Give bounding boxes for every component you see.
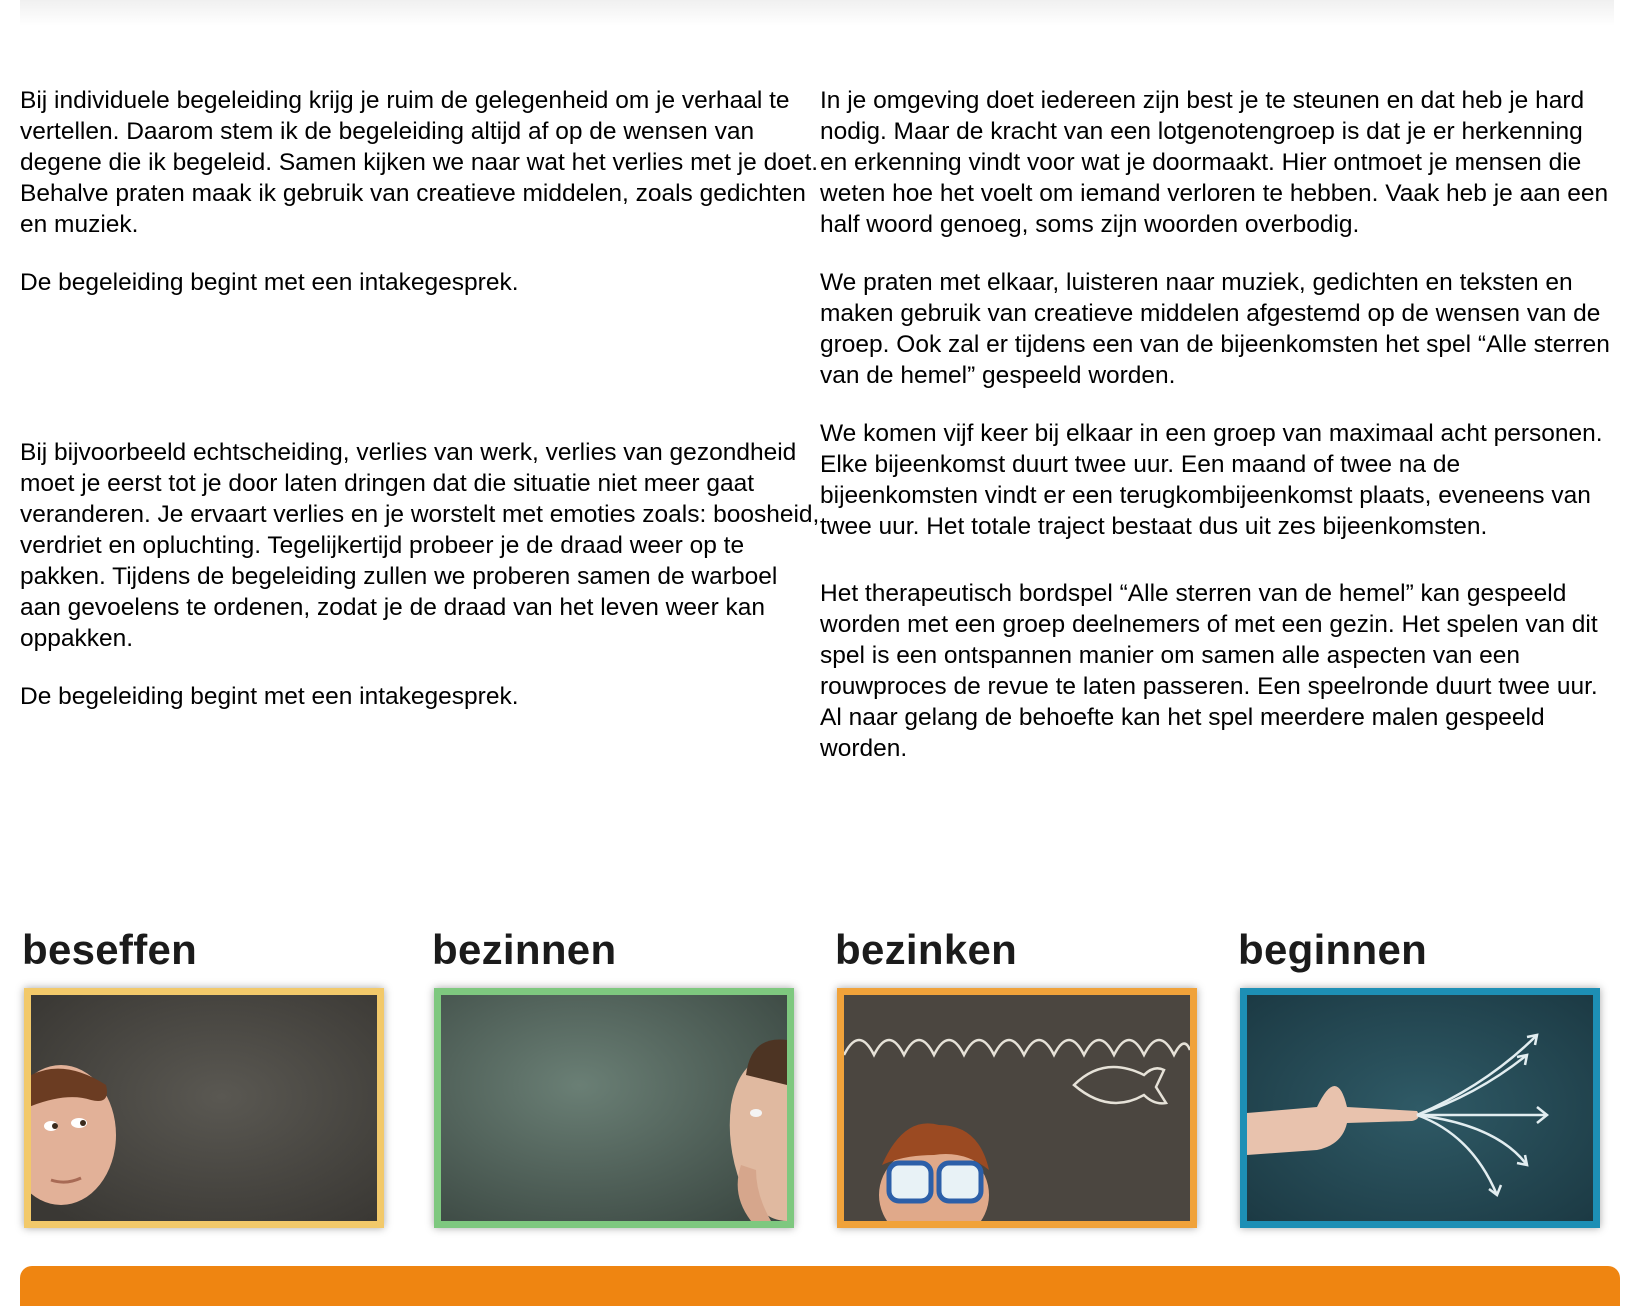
group-schedule-text: We komen vijf keer bij elkaar in een groep van maximaal acht personen. Elke bijeenkomst duurt twee uur. Een maand of twee na de bijeenkomsten vindt er een terugkombijeenkomst plaats, eveneens van twee uur. Het totale traject bestaat dus uit zes bijeenkomsten. — [820, 420, 1603, 540]
phase-bezinken — [835, 922, 1213, 978]
phase-title-bezinnen: bezinnen — [432, 926, 617, 973]
header-bar — [20, 0, 1614, 26]
phase-title-beginnen: beginnen — [1238, 926, 1428, 973]
phase-beginnen — [1238, 922, 1616, 978]
group-guidance-column — [820, 85, 1610, 791]
phase-beseffen — [22, 922, 400, 978]
phase-image-bezinnen — [434, 988, 794, 1228]
phase-title-bezinken: bezinken — [835, 926, 1018, 973]
phase-image-beginnen — [1240, 988, 1600, 1228]
peer-group-intro: In je omgeving doet iedereen zijn best je te steunen en dat heb je hard nodig. Maar de kracht van een lotgenotengroep is dat je er herkenning en erkenning vindt voor wat je doormaakt. Hier ontmoet je mensen die weten hoe het voelt om iemand verloren te hebben. Vaak heb je aan een half woord genoeg, soms zijn woorden overbodig. — [820, 87, 1609, 238]
phase-title-beseffen: beseffen — [22, 926, 198, 973]
phase-image-bezinken — [837, 988, 1197, 1228]
phase-bezinnen — [432, 922, 810, 978]
intake-note: De begeleiding begint met een intakegesprek. — [20, 269, 519, 296]
group-activities-text: We praten met elkaar, luisteren naar muziek, gedichten en teksten en maken gebruik van creatieve middelen afgestemd op de wensen van de groep. Ook zal er tijdens een van de bijeenkomsten het spel “Alle sterren van de hemel” gespeeld worden. — [820, 269, 1610, 389]
intake-note-2: De begeleiding begint met een intakegesprek. — [20, 683, 519, 710]
phase-image-beseffen — [24, 988, 384, 1228]
board-game-text: Het therapeutisch bordspel “Alle sterren van de hemel” kan gespeeld worden met een groep deelnemers of met een gezin. Het spelen van dit spel is een ontspannen manier om samen alle aspecten van een rouwproces de revue te laten passeren. Een speelronde duurt twee uur. Al naar gelang de behoefte kan het spel meerdere malen gespeeld worden. — [820, 580, 1598, 762]
individual-guidance-column — [20, 85, 820, 739]
other-loss-text: Bij bijvoorbeeld echtscheiding, verlies van werk, verlies van gezondheid moet je eerst tot je door laten dringen dat die situatie niet meer gaat veranderen. Je ervaart verlies en je worstelt met emoties zoals: boosheid, verdriet en opluchting. Tegelijkertijd probeer je de draad weer op te pakken. Tijdens de begeleiding zullen we proberen samen de warboel aan gevoelens te ordenen, zodat je de draad van het leven weer kan oppakken. — [20, 439, 820, 652]
footer-accent-bar — [20, 1266, 1620, 1306]
individual-guidance-intro: Bij individuele begeleiding krijg je ruim de gelegenheid om je verhaal te vertellen. Daarom stem ik de begeleiding altijd af op de wensen van degene die ik begeleid. Samen kijken we naar wat het verlies met je doet. Behalve praten maak ik gebruik van creatieve middelen, zoals gedichten en muziek. — [20, 87, 819, 238]
